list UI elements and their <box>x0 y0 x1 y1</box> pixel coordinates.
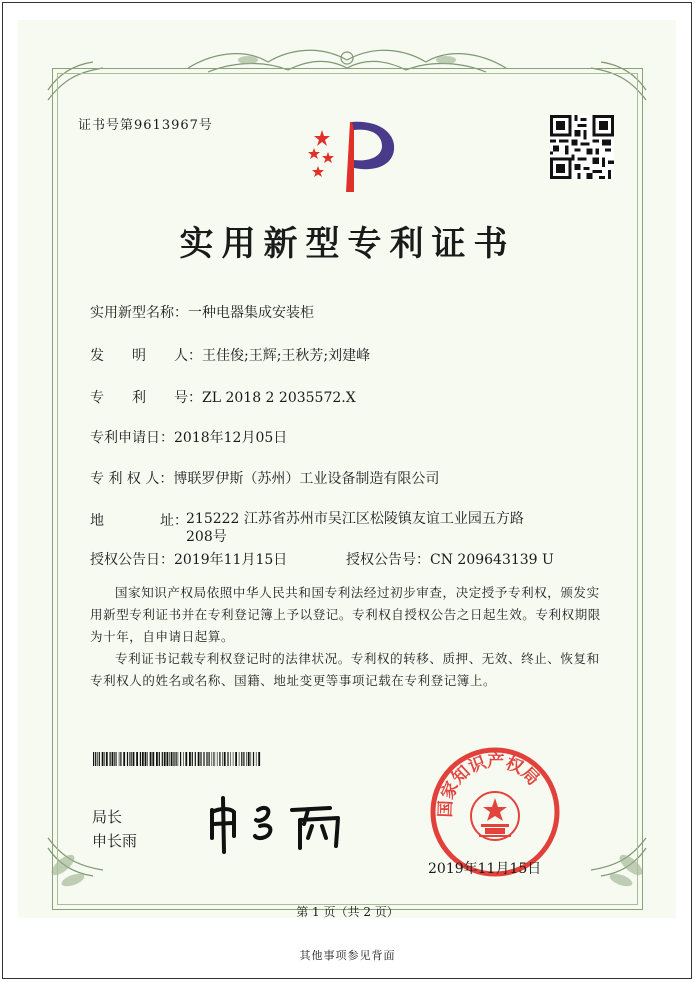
statement-paragraph-2: 专利证书记载专利权登记时的法律状况。专利权的转移、质押、无效、终止、恢复和专利权人的姓名或名称、国籍、地址变更等事项记载在专利登记簿上。 <box>90 651 600 688</box>
field-label: 实用新型名称： <box>90 305 188 321</box>
certificate-title: 实用新型专利证书 <box>179 224 516 264</box>
field-label: 授权公告日： <box>90 552 174 568</box>
director-signature-icon <box>200 790 360 860</box>
seal-date: 2019年11月15日 <box>428 861 542 877</box>
field-label: 授权公告号： <box>346 552 430 568</box>
statement-paragraph-1: 国家知识产权局依照中华人民共和国专利法经过初步审查，决定授予专利权，颁发实用新型专利证书并在专利登记簿上予以登记。专利权自授权公告之日起生效。专利权期限为十年，自申请日起算。 <box>90 585 601 644</box>
field-value: ZL 2018 2 2035572.X <box>202 390 356 406</box>
field-label: 地 址： <box>90 513 188 529</box>
director-name: 申长雨 <box>92 832 138 850</box>
field-patent-number <box>90 387 356 407</box>
barcode-icon <box>93 752 263 766</box>
field-patentee <box>90 468 439 488</box>
field-value: 2018年12月05日 <box>174 430 288 446</box>
qr-code-icon <box>550 115 614 179</box>
field-address-value: 215222 江苏省苏州市吴江区松陵镇友谊工业园五方路208号 <box>186 511 524 545</box>
field-label: 专 利 权 人： <box>90 471 174 487</box>
director-title: 局长 <box>92 808 123 826</box>
field-grant-date <box>90 549 287 569</box>
field-label: 专 利 号： <box>90 390 202 406</box>
field-utility-model-name <box>90 302 314 322</box>
field-filing-date <box>90 427 287 447</box>
field-grant-number <box>346 549 554 569</box>
cnipa-logo-icon <box>300 112 400 198</box>
field-value: 2019年11月15日 <box>174 552 288 568</box>
field-label: 专利申请日： <box>90 430 174 446</box>
field-value: 博联罗伊斯（苏州）工业设备制造有限公司 <box>173 471 440 487</box>
page-indicator: 第 1 页（共 2 页） <box>296 905 399 919</box>
field-value: 一种电器集成安装柜 <box>188 305 314 321</box>
footer-note: 其他事项参见背面 <box>299 949 396 962</box>
certificate-number: 证书号第9613967号 <box>78 118 213 133</box>
field-inventors <box>90 345 370 365</box>
field-value: 王佳俊;王辉;王秋芳;刘建峰 <box>202 348 371 364</box>
field-value: CN 209643139 U <box>430 552 554 568</box>
field-label: 发 明 人： <box>90 348 202 364</box>
field-address-label <box>90 510 188 530</box>
seal-text: 国家知识产权局 <box>435 751 544 818</box>
